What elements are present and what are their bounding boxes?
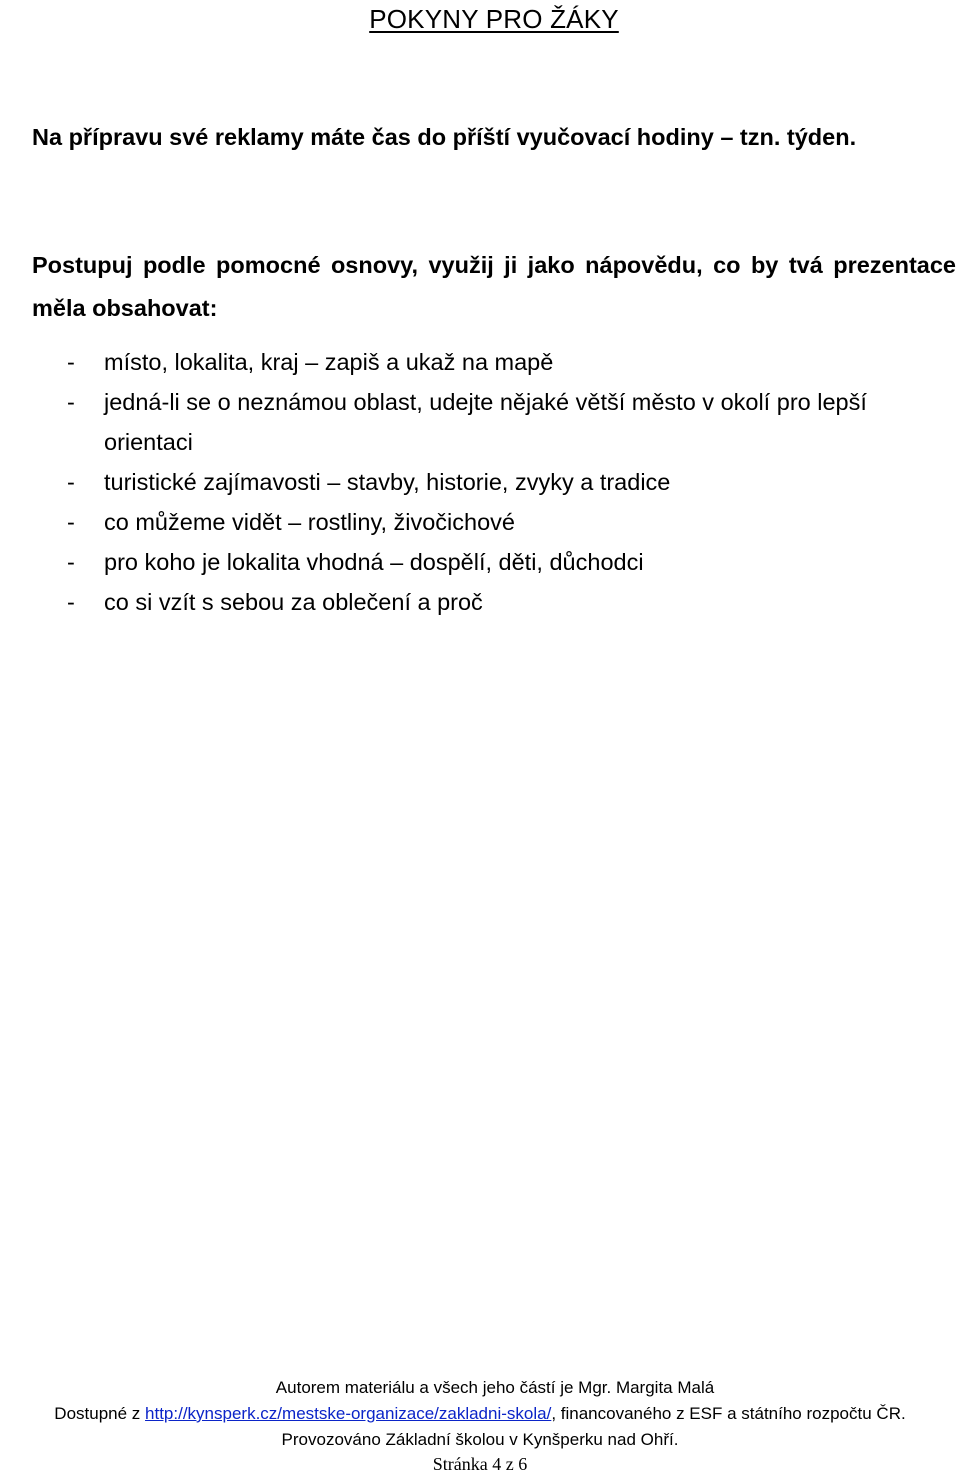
list-item [32, 582, 956, 622]
list-item-text: co si vzít s sebou za oblečení a proč [104, 589, 483, 615]
list-dash: - [67, 549, 75, 575]
list-item [32, 502, 956, 542]
list-item-text: co můžeme vidět – rostliny, živočichové [104, 509, 515, 535]
list-item [32, 382, 956, 462]
list-item [32, 462, 956, 502]
footer-available-suffix: , financovaného z ESF a státního rozpočtu ČR. [551, 1404, 906, 1423]
list-dash: - [67, 349, 75, 375]
list-dash: - [67, 589, 75, 615]
footer-available-prefix: Dostupné z [54, 1404, 146, 1423]
page-title: POKYNY PRO ŽÁKY [369, 4, 619, 34]
page-number: Stránka 4 z 6 [432, 1454, 528, 1474]
list-item [32, 542, 956, 582]
list-item [32, 342, 956, 382]
list-dash: - [67, 509, 75, 535]
footer-availability [0, 1404, 960, 1424]
list-item-text: jedná-li se o neznámou oblast, udejte nějaké větší město v okolí pro lepší orientaci [104, 389, 867, 455]
list-item-text: místo, lokalita, kraj – zapiš a ukaž na mapě [104, 349, 554, 375]
footer-operated: Provozováno Základní školou v Kynšperku nad Ohří. [281, 1430, 679, 1449]
list-dash: - [67, 389, 75, 415]
deadline-note: Na přípravu své reklamy máte čas do příští vyučovací hodiny – tzn. týden. [32, 124, 857, 150]
instructions-paragraph: Postupuj podle pomocné osnovy, využij ji jako nápovědu, co by tvá prezentace měla obsahovat: [32, 252, 956, 321]
outline-list [32, 342, 956, 622]
school-website-link[interactable]: http://kynsperk.cz/mestske-organizace/zakladni-skola/ [145, 1404, 552, 1423]
list-item-text: turistické zajímavosti – stavby, historie, zvyky a tradice [104, 469, 671, 495]
list-dash: - [67, 469, 75, 495]
list-item-text: pro koho je lokalita vhodná – dospělí, děti, důchodci [104, 549, 644, 575]
footer-author: Autorem materiálu a všech jeho částí je Mgr. Margita Malá [275, 1378, 715, 1397]
